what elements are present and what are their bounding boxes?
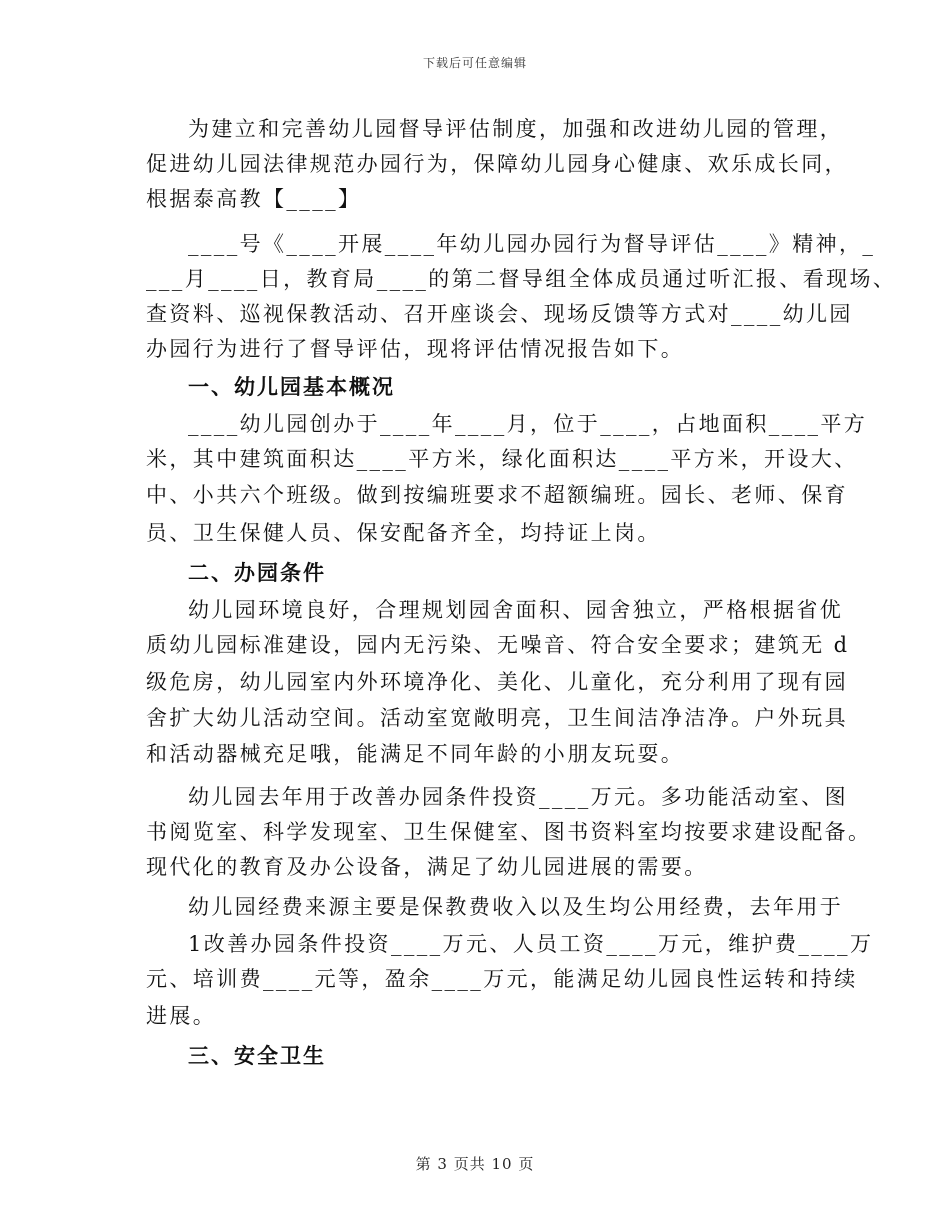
paragraph-line: 中、小共六个班级。做到按编班要求不超额编班。园长、老师、保育 [146,483,848,507]
page-header-note: 下载后可任意编辑 [422,56,527,70]
paragraph-line: ____号《____开展____年幼儿园办园行为督导评估____》精神，_ [188,232,876,256]
section-heading-safety-hygiene: 三、安全卫生 [188,1043,326,1068]
paragraph-line: 和活动器械充足哦，能满足不同年龄的小朋友玩耍。 [146,742,685,766]
section-heading-basic-overview: 一、幼儿园基本概况 [188,374,395,399]
paragraph-line: 米，其中建筑面积达____平方米，绿化面积达____平方米，开设大、 [146,447,858,471]
paragraph-line: 舍扩大幼儿活动空间。活动室宽敞明亮，卫生间洁净洁净。户外玩具 [146,706,848,730]
paragraph-line: 员、卫生保健人员、保安配备齐全，均持证上岗。 [146,521,661,545]
section-heading-conditions: 二、办园条件 [188,560,326,585]
paragraph-line: 幼儿园环境良好，合理规划园舍面积、园舍独立，严格根据省优 [188,598,844,622]
paragraph-line: 书阅览室、科学发现室、卫生保健室、图书资料室均按要求建设配备。 [146,820,872,844]
paragraph-line: 1改善办园条件投资____万元、人员工资____万元，维护费____万 [188,932,874,956]
page-number: 第 3 页共 10 页 [415,1155,535,1173]
paragraph-line: 促进幼儿园法律规范办园行为，保障幼儿园身心健康、欢乐成长同， [146,152,848,176]
paragraph-line: 级危房，幼儿园室内外环境净化、美化、儿童化，充分利用了现有园 [146,670,848,694]
paragraph-line: 查资料、巡视保教活动、召开座谈会、现场反馈等方式对____幼儿园 [146,302,853,326]
paragraph-line: 根据泰高教【____】 [146,187,362,211]
paragraph-line: ____幼儿园创办于____年____月，位于____，占地面积____平方 [188,412,868,436]
paragraph-line: 进展。 [146,1004,217,1028]
paragraph-line: ___月____日，教育局____的第二督导组全体成员通过听汇报、看现场、 [146,267,897,291]
paragraph-line: 质幼儿园标准建设，园内无污染、无噪音、符合安全要求；建筑无 d [146,633,850,657]
paragraph-line: 元、培训费____元等，盈余____万元，能满足幼儿园良性运转和持续 [146,967,858,991]
paragraph-line: 办园行为进行了督导评估，现将评估情况报告如下。 [146,337,685,361]
paragraph-line: 为建立和完善幼儿园督导评估制度，加强和改进幼儿园的管理， [188,117,844,141]
paragraph-line: 现代化的教育及办公设备，满足了幼儿园进展的需要。 [146,855,708,879]
paragraph-line: 幼儿园去年用于改善办园条件投资____万元。多功能活动室、图 [188,785,848,809]
paragraph-line: 幼儿园经费来源主要是保教费收入以及生均公用经费，去年用于 [188,895,844,919]
